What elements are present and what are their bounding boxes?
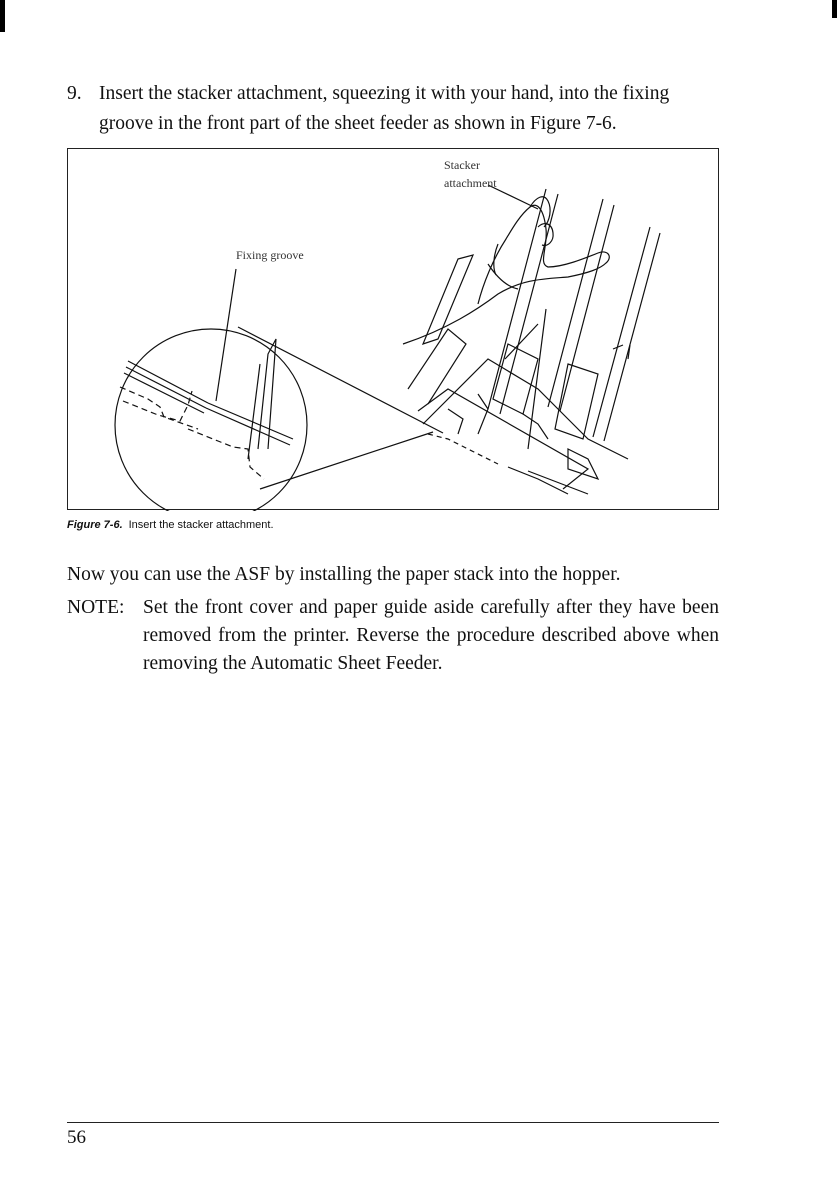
fixing-groove-label: Fixing groove <box>236 248 304 262</box>
figure-caption <box>67 519 274 531</box>
right-edge-mark <box>832 0 837 18</box>
stacker-label-line2: attachment <box>444 176 497 190</box>
figure-7-6 <box>67 148 719 510</box>
caption-text: Insert the stacker attachment. <box>128 519 274 531</box>
step-9 <box>67 79 727 139</box>
fixing-groove-pointer <box>216 269 236 401</box>
note-text: Set the front cover and paper guide aside carefully after they have been removed from the printer. Reverse the procedure described above when removing the Automatic Sheet Feeder. <box>143 597 719 674</box>
step-text: Insert the stacker attachment, squeezing it with your hand, into the fixing groove in the front part of the sheet feeder as shown in Figure 7-6. <box>99 83 670 134</box>
step-number: 9. <box>67 83 82 104</box>
left-edge-mark <box>0 0 5 32</box>
note-block <box>67 594 719 678</box>
body-paragraph: Now you can use the ASF by installing the paper stack into the hopper. <box>67 564 621 585</box>
zoom-line-bottom <box>260 432 433 489</box>
page-number: 56 <box>67 1127 86 1148</box>
caption-id: Figure 7-6. <box>67 519 123 531</box>
footer-rule <box>67 1122 719 1123</box>
stacker-label-line1: Stacker <box>444 158 480 172</box>
stacker-illustration <box>68 149 720 511</box>
note-label: NOTE: <box>67 597 125 618</box>
detail-circle <box>115 329 307 511</box>
zoom-line-top <box>238 327 443 433</box>
